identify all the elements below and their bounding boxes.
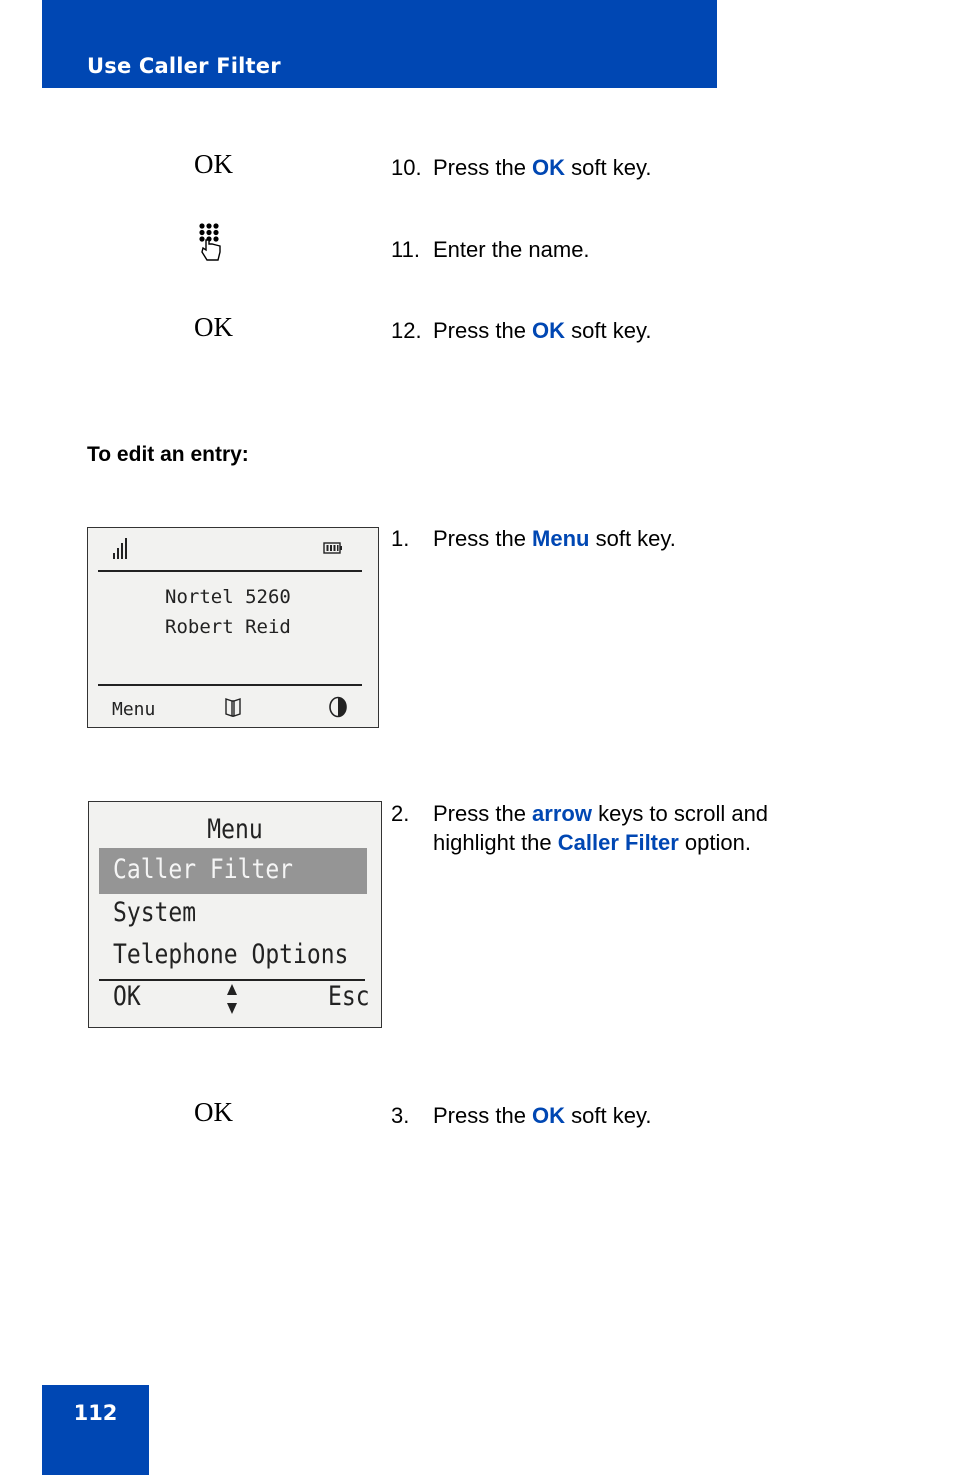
ok-key-label: OK — [194, 312, 233, 342]
menu-item-system: System — [113, 898, 197, 928]
menu-title: Menu — [207, 815, 263, 845]
step-number: 3. — [391, 1103, 410, 1128]
page-title: Use Caller Filter — [87, 54, 281, 78]
menu-item-caller-filter: Caller Filter — [113, 855, 294, 885]
screen-divider — [98, 684, 362, 686]
step-number: 1. — [391, 526, 410, 551]
screen-divider — [99, 979, 365, 981]
menu-softkey-label: Menu — [112, 699, 156, 720]
contrast-icon — [328, 696, 348, 718]
ok-key-label: OK — [194, 1097, 233, 1127]
step-text: Press the arrow keys to scroll and — [433, 801, 769, 826]
step-text: Press the OK soft key. — [433, 1103, 652, 1128]
page-number-box — [42, 1385, 149, 1475]
step-text: Press the Menu soft key. — [433, 526, 676, 551]
step-number: 12. — [391, 318, 422, 343]
step-number: 11. — [391, 237, 420, 262]
step-number: 10. — [391, 155, 422, 180]
screen-line-1: Nortel 5260 — [165, 586, 291, 608]
step-text: Enter the name. — [433, 237, 590, 262]
step-text: Press the OK soft key. — [433, 318, 652, 343]
page-number: 112 — [73, 1401, 118, 1425]
phone-screen-menu — [88, 801, 382, 1028]
ok-softkey-label: OK — [113, 982, 141, 1012]
battery-icon — [323, 541, 343, 555]
esc-softkey-label: Esc — [328, 982, 370, 1012]
phone-screen-idle — [87, 527, 379, 728]
menu-item-telephone-options: Telephone Options — [113, 940, 349, 970]
ok-key-label: OK — [194, 149, 233, 179]
step-text-line-2: highlight the Caller Filter option. — [433, 830, 751, 855]
header-band — [42, 0, 717, 88]
step-text: Press the OK soft key. — [433, 155, 652, 180]
screen-line-2: Robert Reid — [165, 616, 291, 638]
up-down-arrow-icon — [226, 983, 238, 1015]
section-heading: To edit an entry: — [87, 443, 249, 466]
screen-divider — [98, 570, 362, 572]
directory-book-icon — [224, 696, 242, 718]
step-number: 2. — [391, 801, 410, 826]
keypad-icon — [198, 222, 224, 264]
signal-icon — [112, 537, 130, 561]
